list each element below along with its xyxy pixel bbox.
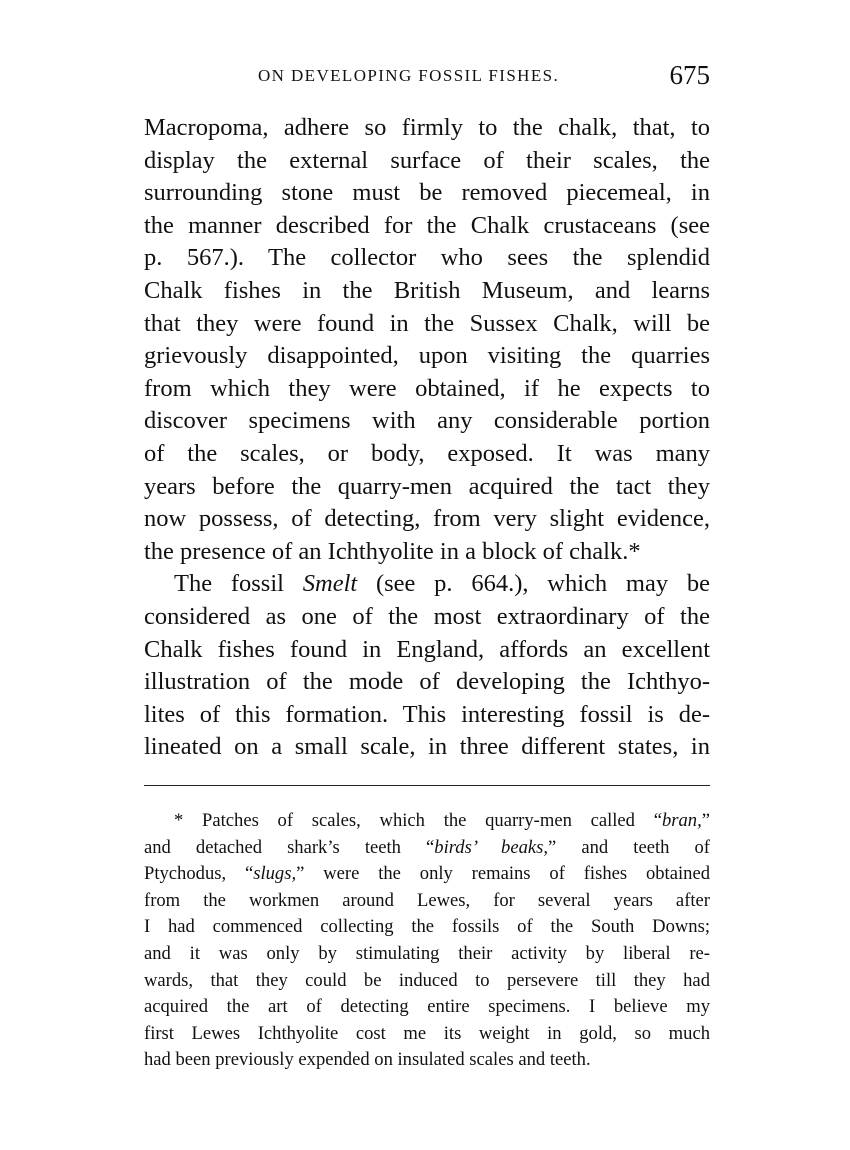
italic-term: birds’ beaks, (434, 836, 549, 858)
body-line: Macropoma, adhere so firmly to the chalk, that, to (144, 114, 710, 141)
footnote-line (144, 835, 710, 862)
italic-term: Smelt (302, 570, 358, 598)
running-title: ON DEVELOPING FOSSIL FISHES. (258, 66, 560, 85)
text-segment: The fossil (174, 570, 303, 598)
footnote-line (144, 861, 710, 888)
body-line: years before the quarry-men acquired the tact they (144, 472, 710, 500)
footnote (144, 808, 710, 1074)
text-segment: ” (701, 810, 710, 831)
body-line: p. 567.). The collector who sees the splendid (144, 244, 710, 272)
body-line: of the scales, or body, exposed. It was many (144, 439, 710, 467)
footnote-line (144, 808, 710, 835)
text-segment: ” and teeth of (548, 836, 710, 858)
body-line: the presence of an Ichthyolite in a block of chalk.* (144, 537, 641, 565)
italic-term: slugs, (253, 863, 297, 885)
body-line: illustration of the mode of developing the Ichthyo- (144, 668, 710, 696)
text-segment: ” were the only remains of fishes obtained (296, 863, 710, 885)
book-page (144, 0, 710, 1150)
body-line: display the external surface of their scales, the (144, 146, 710, 174)
body-line: now possess, of detecting, from very slight evidence, (144, 505, 710, 533)
text-segment: (see p. 664.), which may be (357, 570, 711, 598)
body-line: discover specimens with any considerable portion (144, 407, 710, 435)
body-line: Chalk fishes found in England, affords an excellent (144, 635, 710, 663)
footnote-line: first Lewes Ichthyolite cost me its weight in gold, so much (144, 1022, 710, 1044)
running-header (144, 60, 710, 94)
text-segment: * Patches of scales, which the quarry-men called “ (174, 810, 662, 831)
footnote-line: acquired the art of detecting entire specimens. I believe my (144, 996, 710, 1018)
footnote-divider (144, 785, 710, 786)
paragraph-first-line (144, 568, 710, 601)
body-text (144, 112, 710, 764)
italic-term: bran, (661, 810, 702, 831)
body-line: Chalk fishes in the British Museum, and learns (144, 276, 710, 304)
body-line: that they were found in the Sussex Chalk, will be (144, 309, 710, 337)
footnote-line: wards, that they could be induced to persevere till they had (144, 969, 710, 991)
page-number: 675 (669, 60, 710, 90)
footnote-line: from the workmen around Lewes, for several years after (144, 889, 710, 911)
text-segment: and detached shark’s teeth “ (144, 836, 435, 858)
body-line: lineated on a small scale, in three different states, in (144, 733, 710, 761)
body-line: from which they were obtained, if he expects to (144, 374, 710, 402)
body-line: considered as one of the most extraordinary of the (144, 602, 710, 630)
footnote-line: had been previously expended on insulated scales and teeth. (144, 1049, 591, 1071)
body-line: surrounding stone must be removed piecemeal, in (144, 179, 710, 207)
body-line: the manner described for the Chalk crustaceans (see (144, 211, 710, 239)
text-segment: Ptychodus, “ (144, 863, 254, 885)
footnote-line: I had commenced collecting the fossils of the South Downs; (144, 916, 710, 938)
body-line: lites of this formation. This interesting fossil is de- (144, 700, 710, 728)
footnote-line: and it was only by stimulating their activity by liberal re- (144, 942, 710, 964)
body-line: grievously disappointed, upon visiting the quarries (144, 342, 710, 370)
